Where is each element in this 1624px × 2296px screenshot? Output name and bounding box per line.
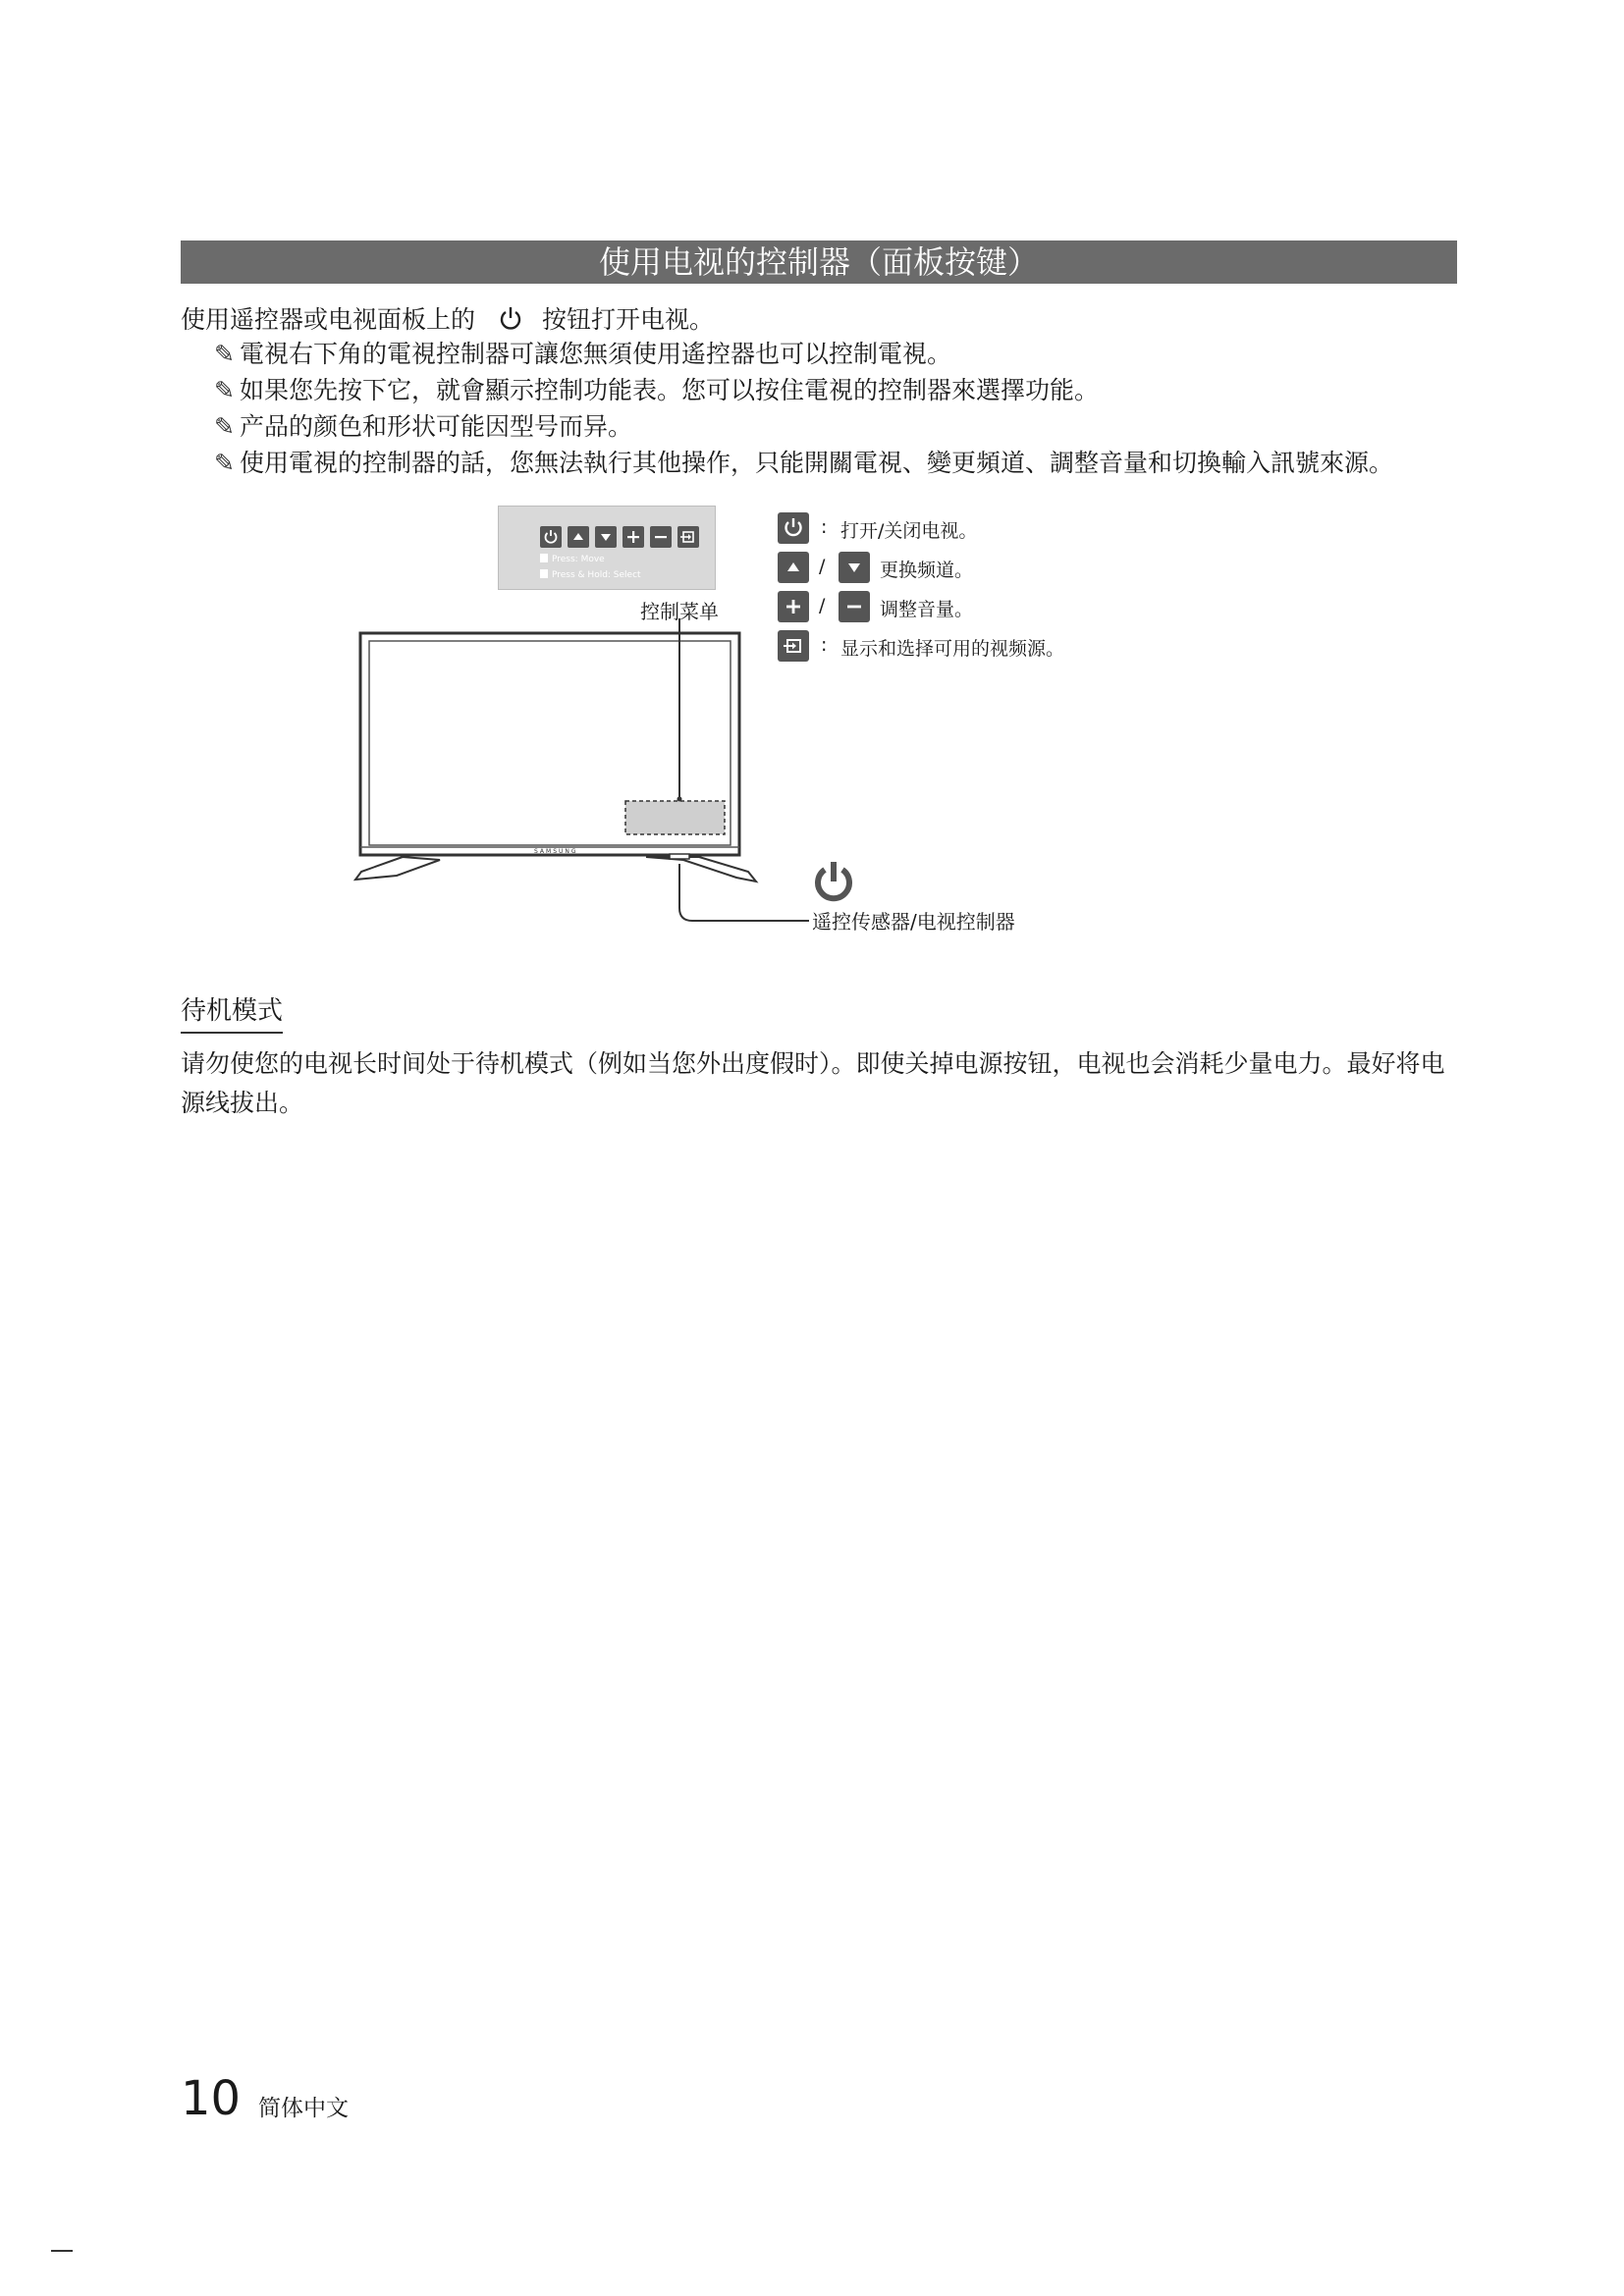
panel-power-icon	[540, 526, 562, 548]
panel-down-icon	[595, 526, 617, 548]
section-title: 使用电视的控制器（面板按键）	[181, 240, 1457, 284]
intro-after-icon: 按钮打开电视。	[542, 305, 715, 334]
brand-mark: SAMSUNG	[534, 848, 578, 855]
standby-body: 请勿使您的电视长时间处于待机模式（例如当您外出度假时）。即使关掉电源按钮，电视也会消耗少量电力。最好将电源线拔出。	[181, 1049, 1445, 1117]
sensor-power-icon	[818, 862, 849, 898]
control-menu-label: 控制菜单	[640, 600, 719, 623]
note-item: ✎ 電視右下角的電視控制器可讓您無須使用遙控器也可以控制電視。	[214, 336, 1393, 372]
panel-source-icon	[677, 526, 699, 548]
pencil-icon: ✎	[214, 376, 235, 404]
intro-before-icon: 使用遥控器或电视面板上的	[181, 305, 476, 334]
note-item: ✎ 如果您先按下它，就會顯示控制功能表。您可以按住電視的控制器來選擇功能。	[214, 372, 1393, 408]
notes-list	[214, 336, 1393, 481]
pencil-icon: ✎	[214, 412, 235, 441]
legend-channel-text: 更换频道。	[880, 560, 974, 581]
panel-minus-icon	[650, 526, 672, 548]
legend-power-icon	[778, 512, 809, 544]
legend-down-icon	[839, 552, 870, 583]
legend-source-icon	[778, 630, 809, 662]
panel-plus-icon	[623, 526, 644, 548]
panel-hint-press: Press: Move	[540, 554, 605, 564]
hand-icon	[540, 569, 548, 578]
legend-up-icon	[778, 552, 809, 583]
pencil-icon: ✎	[214, 340, 235, 368]
sensor-label: 遥控传感器/电视控制器	[812, 910, 1015, 934]
control-menu-panel	[498, 506, 716, 590]
legend-volume-text: 调整音量。	[880, 599, 974, 620]
note-item: ✎ 产品的颜色和形状可能因型号而异。	[214, 408, 1393, 445]
pencil-icon: ✎	[214, 449, 235, 477]
note-item: ✎ 使用電視的控制器的話，您無法執行其他操作，只能開關電視、變更頻道、調整音量和切換輸入訊號來源。	[214, 445, 1393, 481]
intro-text	[181, 302, 714, 338]
power-icon	[493, 306, 528, 332]
panel-up-icon	[568, 526, 589, 548]
page-number: 10	[181, 2071, 242, 2126]
panel-hint-hold: Press & Hold: Select	[540, 569, 641, 580]
tv-illustration	[334, 618, 884, 942]
corner-mark	[51, 2250, 73, 2252]
page-language: 简体中文	[258, 2096, 349, 2121]
hand-icon	[540, 554, 548, 562]
legend-plus-icon	[778, 591, 809, 622]
legend-minus-icon	[839, 591, 870, 622]
legend-power-text: 打开/关闭电视。	[840, 520, 978, 542]
standby-title: 待机模式	[181, 993, 283, 1034]
legend-source-text: 显示和选择可用的视频源。	[840, 638, 1065, 660]
